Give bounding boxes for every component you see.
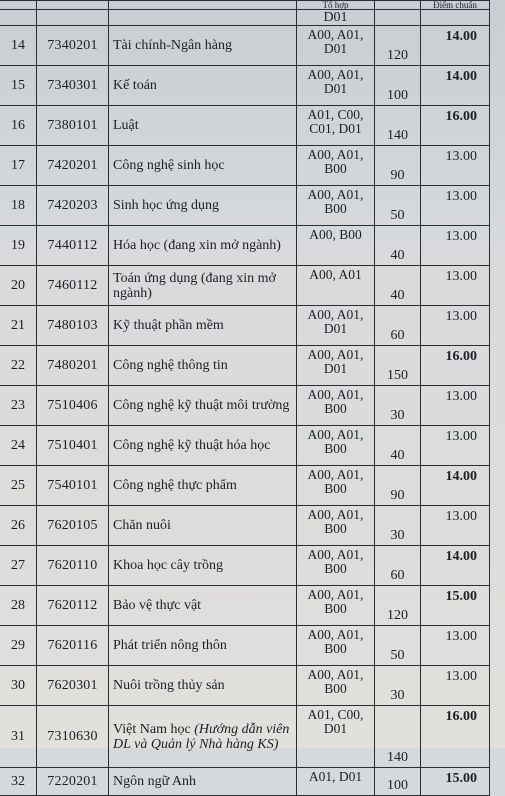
code-cell: 7620301 xyxy=(37,666,109,706)
code-cell: 7620116 xyxy=(37,626,109,666)
code-cell: 7510406 xyxy=(37,386,109,426)
table-row xyxy=(0,106,490,146)
quota-cell: 90 xyxy=(375,466,421,506)
continued-row xyxy=(0,10,490,26)
combo-cell: A01, D01 xyxy=(297,768,375,796)
score-cell: 15.00 xyxy=(421,768,490,796)
code-cell: 7540101 xyxy=(37,466,109,506)
major-name-cell xyxy=(109,586,297,626)
table-row xyxy=(0,626,490,666)
major-name: Tài chính-Ngân hàng xyxy=(113,38,232,53)
score-cell: 16.00 xyxy=(421,706,490,768)
table-row xyxy=(0,386,490,426)
code-cell: 7480103 xyxy=(37,306,109,346)
major-name: Hóa học (đang xin mở ngành) xyxy=(113,238,281,253)
score-cell: 16.00 xyxy=(421,346,490,386)
stt-cell: 23 xyxy=(0,386,37,426)
stt-cell: 29 xyxy=(0,626,37,666)
quota-cell: 40 xyxy=(375,266,421,306)
major-name: Kế toán xyxy=(113,78,157,93)
score-cell: 14.00 xyxy=(421,466,490,506)
header-combo: Tổ hợp xyxy=(297,1,375,10)
quota-cell: 40 xyxy=(375,426,421,466)
header-row xyxy=(0,1,490,10)
table-row xyxy=(0,226,490,266)
table-row xyxy=(0,706,490,768)
code-cell: 7620105 xyxy=(37,506,109,546)
code-cell: 7340201 xyxy=(37,26,109,66)
major-name-cell xyxy=(109,346,297,386)
stt-cell: 32 xyxy=(0,768,37,796)
table-row xyxy=(0,266,490,306)
major-name: Công nghệ sinh học xyxy=(113,158,225,173)
major-name: Công nghệ kỹ thuật môi trường xyxy=(113,398,290,413)
combo-cell: A00, A01, B00 xyxy=(297,506,375,546)
combo-cell: A00, A01, D01 xyxy=(297,26,375,66)
stt-cell: 14 xyxy=(0,26,37,66)
stt-cell: 26 xyxy=(0,506,37,546)
major-name-cell xyxy=(109,386,297,426)
score-cell: 13.00 xyxy=(421,186,490,226)
major-name-cell xyxy=(109,706,297,768)
stt-cell: 27 xyxy=(0,546,37,586)
quota-cell: 30 xyxy=(375,666,421,706)
combo-cell: D01 xyxy=(297,10,375,26)
code-cell: 7340301 xyxy=(37,66,109,106)
code-cell: 7420203 xyxy=(37,186,109,226)
major-name: Chăn nuôi xyxy=(113,518,171,533)
table-row xyxy=(0,586,490,626)
major-name-cell xyxy=(109,506,297,546)
code-cell: 7310630 xyxy=(37,706,109,768)
major-name: Bảo vệ thực vật xyxy=(113,598,202,613)
combo-cell: A00, A01 xyxy=(297,266,375,306)
combo-cell: A00, A01, B00 xyxy=(297,466,375,506)
stt-cell: 30 xyxy=(0,666,37,706)
code-cell: 7440112 xyxy=(37,226,109,266)
code-cell: 7380101 xyxy=(37,106,109,146)
quota-cell: 140 xyxy=(375,106,421,146)
major-name-cell xyxy=(109,226,297,266)
quota-cell: 120 xyxy=(375,26,421,66)
code-cell: 7420201 xyxy=(37,146,109,186)
score-cell: 13.00 xyxy=(421,386,490,426)
score-cell: 13.00 xyxy=(421,626,490,666)
major-name-cell xyxy=(109,768,297,796)
major-name-cell xyxy=(109,66,297,106)
major-name-cell xyxy=(109,186,297,226)
combo-cell: A00, A01, B00 xyxy=(297,146,375,186)
quota-cell: 90 xyxy=(375,146,421,186)
combo-cell: A00, A01, B00 xyxy=(297,626,375,666)
combo-cell: A00, A01, B00 xyxy=(297,546,375,586)
quota-cell: 40 xyxy=(375,226,421,266)
score-cell: 13.00 xyxy=(421,226,490,266)
major-name-cell xyxy=(109,266,297,306)
major-name: Công nghệ kỹ thuật hóa học xyxy=(113,438,271,453)
major-name: Khoa học cây trồng xyxy=(113,558,224,573)
table-row xyxy=(0,768,490,796)
stt-cell: 19 xyxy=(0,226,37,266)
table-row xyxy=(0,506,490,546)
score-cell: 13.00 xyxy=(421,306,490,346)
score-cell: 13.00 xyxy=(421,266,490,306)
quota-cell: 30 xyxy=(375,386,421,426)
table-row xyxy=(0,66,490,106)
major-name: Toán ứng dụng (đang xin mở ngành) xyxy=(113,270,276,301)
major-name-cell xyxy=(109,466,297,506)
quota-cell: 120 xyxy=(375,586,421,626)
stt-cell: 21 xyxy=(0,306,37,346)
major-name: Sinh học ứng dụng xyxy=(113,198,219,213)
quota-cell: 50 xyxy=(375,626,421,666)
table-row xyxy=(0,426,490,466)
stt-cell: 25 xyxy=(0,466,37,506)
table-row xyxy=(0,346,490,386)
table-row xyxy=(0,26,490,66)
major-name: Luật xyxy=(113,118,139,133)
major-name: Kỹ thuật phần mềm xyxy=(113,318,224,333)
combo-cell: A00, A01, B00 xyxy=(297,386,375,426)
combo-cell: A01, C00, D01 xyxy=(297,706,375,768)
stt-cell: 20 xyxy=(0,266,37,306)
code-cell: 7620112 xyxy=(37,586,109,626)
major-name-cell xyxy=(109,546,297,586)
combo-cell: A01, C00, C01, D01 xyxy=(297,106,375,146)
code-cell: 7510401 xyxy=(37,426,109,466)
score-cell: 14.00 xyxy=(421,26,490,66)
major-name: Việt Nam học xyxy=(113,721,195,737)
code-cell: 7220201 xyxy=(37,768,109,796)
quota-cell: 60 xyxy=(375,546,421,586)
score-cell: 13.00 xyxy=(421,426,490,466)
stt-cell: 24 xyxy=(0,426,37,466)
header-score: Điểm chuẩn xyxy=(421,1,490,10)
score-cell: 13.00 xyxy=(421,146,490,186)
major-name-cell xyxy=(109,106,297,146)
stt-cell: 18 xyxy=(0,186,37,226)
major-name-cell xyxy=(109,426,297,466)
combo-cell: A00, A01, B00 xyxy=(297,426,375,466)
combo-cell: A00, A01, B00 xyxy=(297,186,375,226)
stt-cell: 17 xyxy=(0,146,37,186)
major-name-cell xyxy=(109,626,297,666)
quota-cell: 150 xyxy=(375,346,421,386)
score-cell: 13.00 xyxy=(421,506,490,546)
score-cell: 15.00 xyxy=(421,586,490,626)
table-row xyxy=(0,306,490,346)
quota-cell: 140 xyxy=(375,706,421,768)
quota-cell: 30 xyxy=(375,506,421,546)
table-row xyxy=(0,546,490,586)
code-cell: 7460112 xyxy=(37,266,109,306)
combo-cell: A00, A01, D01 xyxy=(297,306,375,346)
score-cell: 14.00 xyxy=(421,546,490,586)
combo-cell: A00, A01, D01 xyxy=(297,66,375,106)
combo-cell: A00, B00 xyxy=(297,226,375,266)
stt-cell: 28 xyxy=(0,586,37,626)
major-name: Nuôi trồng thủy sản xyxy=(113,678,225,693)
quota-cell: 100 xyxy=(375,66,421,106)
quota-cell: 100 xyxy=(375,768,421,796)
major-name-note: (Hướng dẫn viên DL và Quản lý Nhà hàng KS) xyxy=(113,721,290,752)
major-name-cell xyxy=(109,666,297,706)
combo-cell: A00, A01, D01 xyxy=(297,346,375,386)
quota-cell: 60 xyxy=(375,306,421,346)
score-cell: 16.00 xyxy=(421,106,490,146)
score-cell: 14.00 xyxy=(421,66,490,106)
major-name-cell xyxy=(109,146,297,186)
stt-cell: 31 xyxy=(0,706,37,768)
stt-cell: 22 xyxy=(0,346,37,386)
major-name: Ngôn ngữ Anh xyxy=(113,774,197,789)
code-cell: 7480201 xyxy=(37,346,109,386)
code-cell: 7620110 xyxy=(37,546,109,586)
major-name-cell xyxy=(109,26,297,66)
stt-cell: 15 xyxy=(0,66,37,106)
table-row xyxy=(0,146,490,186)
major-name-cell xyxy=(109,306,297,346)
stt-cell: 16 xyxy=(0,106,37,146)
major-name: Công nghệ thông tin xyxy=(113,358,228,373)
major-name: Phát triển nông thôn xyxy=(113,638,227,653)
table-row xyxy=(0,186,490,226)
combo-cell: A00, A01, B00 xyxy=(297,586,375,626)
quota-cell: 50 xyxy=(375,186,421,226)
table-row xyxy=(0,666,490,706)
table-row xyxy=(0,466,490,506)
combo-cell: A00, A01, B00 xyxy=(297,666,375,706)
major-name: Công nghệ thực phẩm xyxy=(113,478,237,493)
score-cell: 13.00 xyxy=(421,666,490,706)
